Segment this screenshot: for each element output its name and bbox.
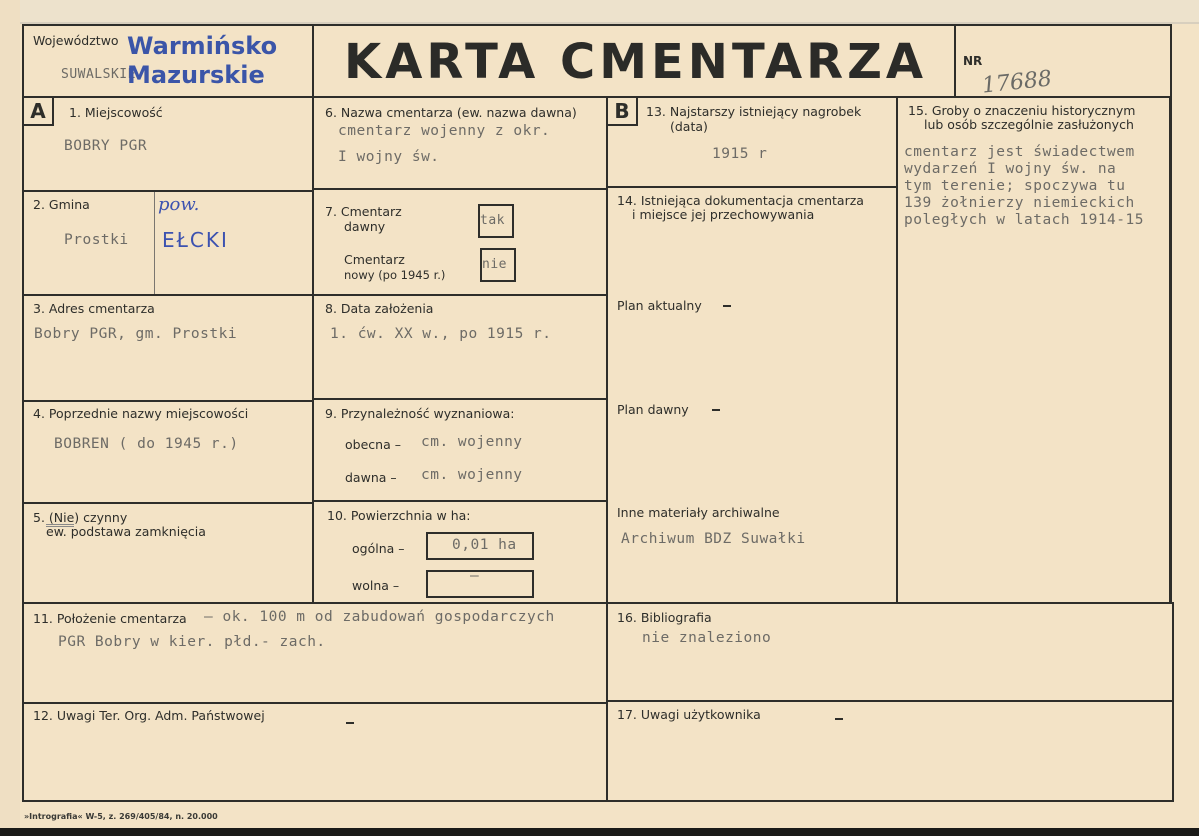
plan-dawny-label: Plan dawny (617, 402, 689, 417)
field-13-najstarszy-nagrobek (606, 96, 898, 188)
field-7-nowy-label-1: Cmentarz (344, 252, 405, 267)
field-7-nowy-checkbox[interactable] (480, 248, 516, 282)
field-10-label: 10. Powierzchnia w ha: (327, 508, 471, 523)
section-b-badge: B (606, 96, 638, 126)
field-3-adres (22, 294, 314, 402)
field-12-uwagi-adm (22, 702, 608, 802)
field-14-label-line1: 14. Istniejąca dokumentacja cmentarza (617, 193, 864, 208)
field-15-value-line: 139 żołnierzy niemieckich (904, 195, 1135, 211)
plan-aktualny-label: Plan aktualny (617, 298, 702, 313)
field-17-dash (835, 718, 843, 720)
field-5-czynny (22, 502, 314, 604)
field-15-value-line: poległych w latach 1914-15 (904, 212, 1144, 228)
field-3-value: Bobry PGR, gm. Prostki (34, 326, 238, 342)
field-12-dash (346, 722, 354, 724)
field-9-obecna-value: cm. wojenny (421, 434, 523, 450)
field-10-wolna-input[interactable] (426, 570, 534, 598)
field-2-hand-value: EŁCKI (162, 228, 229, 252)
field-10-ogolna-label: ogólna – (352, 541, 405, 556)
field-7-dawny-label-2: dawny (344, 219, 386, 234)
field-8-data-zalozenia (312, 294, 608, 400)
field-6-nazwa (312, 96, 608, 190)
page-title: KARTA CMENTARZA (344, 34, 928, 90)
field-9-dawna-label: dawna – (345, 470, 397, 485)
field-7-dawny-value: tak (480, 213, 505, 228)
stamp-line1: Warmińsko (127, 32, 278, 60)
field-7-nowy-label-2: nowy (po 1945 r.) (344, 268, 446, 282)
field-10-powierzchnia (312, 500, 608, 604)
nr-label: NR (963, 54, 983, 68)
paper-left-edge (0, 0, 20, 836)
field-1-label: 1. Miejscowość (69, 105, 163, 120)
field-11-polozenie (22, 602, 608, 704)
header-wojewodztwo-cell (22, 24, 314, 98)
wojewodztwo-typed: SUWALSKIE (61, 67, 136, 82)
section-a-badge: A (22, 96, 54, 126)
plan-aktualny-dash (723, 305, 731, 307)
field-7-dawny-checkbox[interactable] (478, 204, 514, 238)
field-7-cmentarz (312, 188, 608, 296)
field-4-value: BOBREN ( do 1945 r.) (54, 436, 239, 452)
field-6-value-line1: cmentarz wojenny z okr. (338, 123, 551, 139)
field-10-ogolna-input[interactable] (426, 532, 534, 560)
field-10-ogolna-value: 0,01 ha (452, 537, 517, 553)
header-title-cell (312, 24, 956, 98)
field-11-value-line2: PGR Bobry w kier. płd.- zach. (58, 634, 326, 650)
field-15-value-line: cmentarz jest świadectwem (904, 144, 1135, 160)
field-6-value-line2: I wojny św. (338, 149, 440, 165)
field-11-value-line1: – ok. 100 m od zabudowań gospodarczych (204, 609, 555, 625)
field-9-dawna-value: cm. wojenny (421, 467, 523, 483)
field-2-gmina (22, 190, 314, 296)
field-14-label-line2: i miejsce jej przechowywania (632, 207, 815, 222)
stamp-line2: Mazurskie (127, 61, 265, 89)
field-12-label: 12. Uwagi Ter. Org. Adm. Państwowej (33, 708, 265, 723)
field-9-obecna-label: obecna – (345, 437, 401, 452)
field-8-label: 8. Data założenia (325, 301, 434, 316)
field-16-value: nie znaleziono (642, 630, 772, 646)
field-7-dawny-label-1: 7. Cmentarz (325, 204, 402, 219)
nr-value: 17688 (980, 66, 1054, 99)
field-4-poprzednie-nazwy (22, 400, 314, 504)
field-4-label: 4. Poprzednie nazwy miejscowości (33, 406, 249, 421)
paper-bottom-edge (0, 828, 1199, 836)
field-2-hand-label: pow. (158, 194, 200, 215)
field-8-value: 1. ćw. XX w., po 1915 r. (330, 326, 552, 342)
field-10-wolna-label: wolna – (352, 578, 400, 593)
plan-dawny-dash (712, 409, 720, 411)
field-9-label: 9. Przynależność wyznaniowa: (325, 406, 515, 421)
field-15-label-line2: lub osób szczególnie zasłużonych (924, 117, 1134, 132)
field-5-label-line1: 5. (Nie) czynny (33, 510, 128, 525)
field-15-label-line1: 15. Groby o znaczeniu historycznym (908, 103, 1136, 118)
field-15-groby-historyczne (896, 96, 1172, 604)
field-6-label: 6. Nazwa cmentarza (ew. nazwa dawna) (325, 105, 577, 120)
field-3-label: 3. Adres cmentarza (33, 301, 155, 316)
field-2-label: 2. Gmina (33, 197, 90, 212)
field-2-divider (154, 192, 155, 294)
field-13-value: 1915 r (712, 146, 768, 162)
field-16-label: 16. Bibliografia (617, 610, 712, 625)
field-10-wolna-value: – (470, 568, 480, 584)
field-17-label: 17. Uwagi użytkownika (617, 707, 761, 722)
field-7-nowy-value: nie (482, 257, 507, 272)
wojewodztwo-label: Województwo (33, 33, 119, 48)
field-9-przynaleznosc (312, 398, 608, 502)
paper-top-edge (0, 0, 1199, 24)
field-13-label-line2: (data) (670, 119, 708, 134)
field-1-miejscowosc (22, 96, 314, 192)
field-14-dokumentacja (606, 186, 898, 604)
field-13-label-line1: 13. Najstarszy istniejący nagrobek (646, 104, 862, 119)
field-1-value: BOBRY PGR (64, 138, 148, 154)
field-5-label-line2: ew. podstawa zamknięcia (46, 524, 206, 539)
footer-imprint: »Intrografia« W-5, z. 269/405/84, n. 20.000 (24, 812, 218, 821)
field-16-bibliografia (606, 602, 1174, 702)
inne-materialy-value: Archiwum BDZ Suwałki (621, 531, 806, 547)
field-2-value: Prostki (64, 232, 129, 248)
inne-materialy-label: Inne materiały archiwalne (617, 505, 780, 520)
field-17-uwagi-uzytkownika (606, 700, 1174, 802)
header-nr-cell (954, 24, 1172, 98)
field-15-value-line: wydarzeń I wojny św. na (904, 161, 1117, 177)
field-15-value-line: tym terenie; spoczywa tu (904, 178, 1126, 194)
field-11-label: 11. Położenie cmentarza (33, 611, 187, 626)
